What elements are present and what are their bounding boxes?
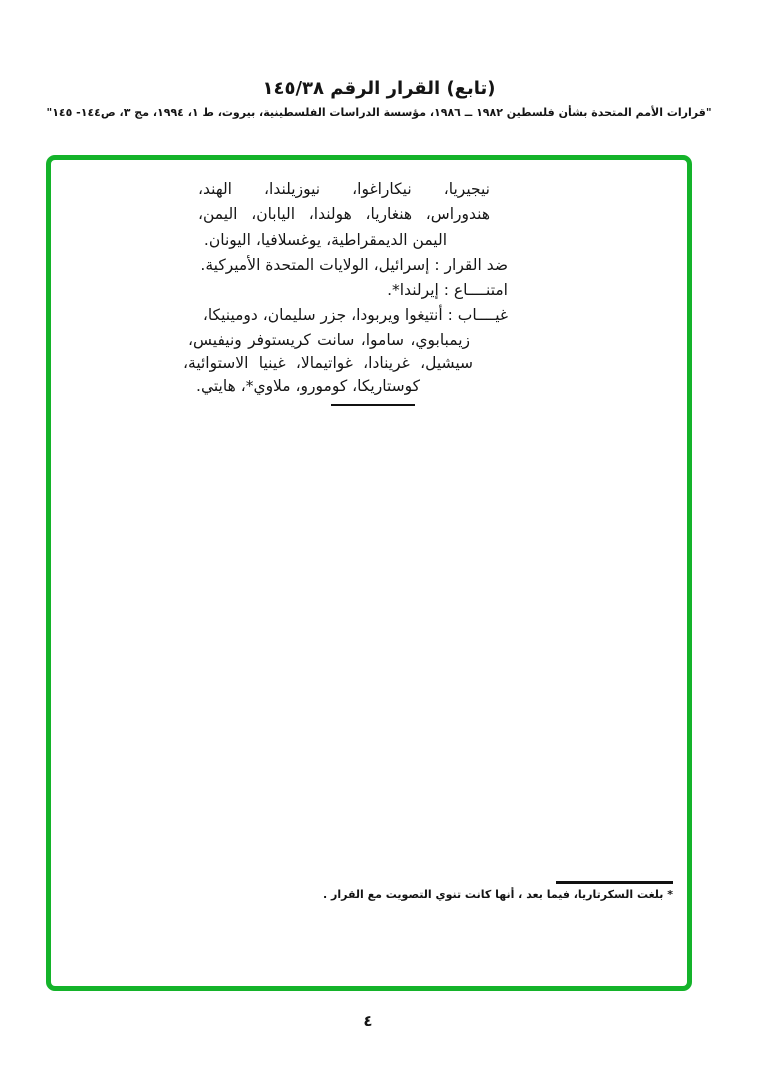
abstain-vote-line: امتنــــاع : إيرلندا*. <box>387 281 508 299</box>
absent-vote-line-2: زيمبابوي، ساموا، سانت كريستوفر ونيفيس، <box>188 331 470 349</box>
continuation-countries-line-2: هندوراس، هنغاريا، هولندا، اليابان، اليمن، <box>198 205 490 223</box>
continuation-countries-line-3: اليمن الديمقراطية، يوغسلافيا، اليونان. <box>203 231 447 249</box>
section-end-rule <box>331 404 415 406</box>
against-vote-line: ضد القرار : إسرائيل، الولايات المتحدة الأميركية. <box>200 256 508 274</box>
absent-vote-line-4: كوستاريكا، كومورو، ملاوي*، هايتي. <box>196 377 420 395</box>
source-citation: "قرارات الأمم المتحدة بشأن فلسطين ١٩٨٢ ــ ١٩٨٦، مؤسسة الدراسات الفلسطينية، بيروت، ط ١، ١٩٩٤، مج ٣، ص١٤٤- ١٤٥" <box>46 106 712 119</box>
page-number: ٤ <box>363 1012 373 1030</box>
resolution-box <box>46 155 692 991</box>
resolution-title: (تابع) القرار الرقم ١٤٥/٣٨ <box>262 78 496 99</box>
absent-vote-line-1: غيــــاب : أنتيغوا ويربودا، جزر سليمان، دومينيكا، <box>202 306 508 324</box>
absent-vote-line-3: سيشيل، غرينادا، غواتيمالا، غينيا الاستوائية، <box>183 354 473 372</box>
footnote-separator-rule <box>556 881 673 884</box>
footnote-text: * بلغت السكرتاريا، فيما بعد ، أنها كانت تنوي التصويت مع القرار . <box>323 888 673 901</box>
continuation-countries-line-1: نيجيريا، نيكاراغوا، نيوزيلندا، الهند، <box>198 180 490 198</box>
